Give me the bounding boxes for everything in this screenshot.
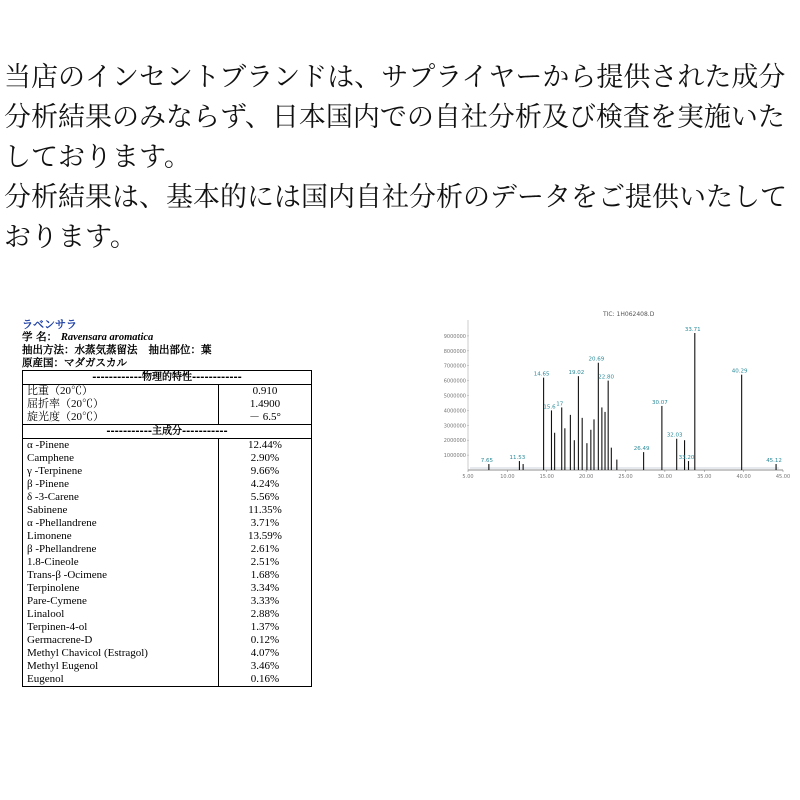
components-header [23, 425, 312, 439]
component-row-label: Terpinen-4-ol [23, 621, 219, 634]
x-tick-label: 45.00 [775, 474, 791, 480]
chromatogram-title: TIC: 1H062408.D [603, 311, 655, 318]
component-row-label: Methyl Eugenol [23, 660, 219, 673]
product-name: ラベンサラ [22, 318, 77, 331]
component-row [23, 673, 312, 687]
component-row [23, 582, 312, 595]
peak-label: 45.12 [766, 458, 782, 465]
x-tick-label: 30.00 [657, 474, 673, 480]
peak-label: 33.20 [678, 455, 695, 462]
component-row-label: Camphene [23, 452, 219, 465]
component-row [23, 569, 312, 582]
y-tick-label: 8000000 [443, 348, 466, 355]
component-row-value: 3.71% [219, 517, 312, 530]
physical-row [23, 398, 312, 411]
component-row-value: 9.66% [219, 465, 312, 478]
method-label: 抽出方法： [22, 344, 75, 356]
component-row-value: 4.24% [219, 478, 312, 491]
physical-row-value: － 6.5° [219, 411, 312, 425]
origin-row [22, 357, 312, 370]
component-row-value: 2.88% [219, 608, 312, 621]
component-row [23, 634, 312, 647]
peak-label: 7.65 [480, 458, 493, 465]
component-row [23, 660, 312, 673]
physical-row-label: 屈折率（20℃） [23, 398, 219, 411]
physical-row-label: 比重（20℃） [23, 385, 219, 399]
component-row [23, 595, 312, 608]
component-row-value: 0.12% [219, 634, 312, 647]
x-tick-label: 35.00 [697, 474, 712, 480]
part-value: 葉 [200, 344, 212, 356]
physical-row-value: 1.4900 [219, 398, 312, 411]
peak-label: 11.53 [509, 455, 526, 462]
intro-paragraph-2: 分析結果は、基本的には国内自社分析のデータをご提供いたしております。 [4, 182, 787, 253]
peak-label: 19.02 [568, 370, 585, 377]
component-row-label: Terpinolene [23, 582, 219, 595]
peak-label: 26.49 [633, 446, 650, 453]
physical-row [23, 411, 312, 425]
y-tick-label: 7000000 [443, 363, 466, 370]
x-tick-label: 20.00 [578, 474, 594, 480]
component-row [23, 504, 312, 517]
component-row-label: Limonene [23, 530, 219, 543]
component-row-label: Methyl Chavicol (Estragol) [23, 647, 219, 660]
component-row-label: Linalool [23, 608, 219, 621]
component-row-label: 1.8-Cineole [23, 556, 219, 569]
component-row-value: 1.37% [219, 621, 312, 634]
component-row-label: β -Pinene [23, 478, 219, 491]
component-row-value: 0.16% [219, 673, 312, 687]
x-tick-label: 25.00 [618, 474, 633, 480]
chromatogram [428, 302, 791, 492]
component-row-value: 2.61% [219, 543, 312, 556]
peak-label: 30.07 [652, 399, 668, 406]
component-row [23, 491, 312, 504]
x-tick-label: 5.00 [462, 474, 474, 480]
part-label: 抽出部位： [148, 344, 201, 356]
origin-value: マダガスカル [64, 357, 127, 369]
component-row [23, 439, 312, 453]
component-row-value: 1.68% [219, 569, 312, 582]
peak-label: 32.03 [666, 432, 683, 439]
y-tick-label: 5000000 [443, 393, 466, 400]
component-row [23, 556, 312, 569]
peak-label: 40.29 [731, 368, 748, 375]
y-tick-label: 4000000 [443, 408, 466, 415]
component-row [23, 543, 312, 556]
x-tick-label: 10.00 [500, 474, 515, 480]
component-row-value: 3.33% [219, 595, 312, 608]
physical-header [23, 371, 312, 385]
peak-label: 20.69 [588, 356, 605, 363]
component-row [23, 452, 312, 465]
y-tick-label: 6000000 [443, 378, 466, 385]
scientific-name: Ravensara aromatica [60, 332, 154, 343]
component-row-label: Pare-Cymene [23, 595, 219, 608]
chromatogram-plot [428, 302, 791, 492]
peak-label: 17 [556, 401, 564, 408]
spec-sheet [22, 316, 312, 687]
component-row-value: 3.34% [219, 582, 312, 595]
component-row-label: α -Phellandrene [23, 517, 219, 530]
scientific-name-label: 学 名： [22, 331, 58, 343]
extraction-row [22, 344, 312, 357]
method-value: 水蒸気蒸留法 [74, 344, 138, 356]
component-row [23, 530, 312, 543]
peak-label: 33.71 [684, 326, 701, 333]
component-row-value: 11.35% [219, 504, 312, 517]
component-row [23, 465, 312, 478]
component-row [23, 478, 312, 491]
component-row [23, 517, 312, 530]
component-row-value: 2.90% [219, 452, 312, 465]
intro-paragraph-1: 当店のインセントブランドは、サプライヤーから提供された成分分析結果のみならず、日本国内での自社分析及び検査を実施いたしております。 [4, 62, 786, 173]
peak-label: 14.65 [533, 371, 550, 378]
component-row-value: 12.44% [219, 439, 312, 453]
component-row [23, 647, 312, 660]
components-header-text: -----------主成分----------- [23, 425, 312, 439]
peak-label: 22.80 [598, 374, 615, 381]
component-row-value: 3.46% [219, 660, 312, 673]
component-row-label: α -Pinene [23, 439, 219, 453]
component-row-label: Eugenol [23, 673, 219, 687]
component-row-label: γ -Terpinene [23, 465, 219, 478]
intro-text [4, 58, 796, 258]
component-row-value: 4.07% [219, 647, 312, 660]
x-tick-label: 15.00 [539, 474, 554, 480]
y-tick-label: 2000000 [443, 438, 466, 445]
physical-row [23, 385, 312, 399]
component-row-value: 5.56% [219, 491, 312, 504]
component-row-label: Germacrene-D [23, 634, 219, 647]
component-row-label: δ -3-Carene [23, 491, 219, 504]
y-tick-label: 9000000 [443, 333, 466, 340]
component-row-label: β -Phellandrene [23, 543, 219, 556]
component-row-value: 2.51% [219, 556, 312, 569]
component-row-value: 13.59% [219, 530, 312, 543]
physical-row-value: 0.910 [219, 385, 312, 399]
component-row-label: Trans-β -Ocimene [23, 569, 219, 582]
component-row [23, 621, 312, 634]
y-tick-label: 1000000 [443, 453, 466, 460]
peak-label: 15.6 [543, 404, 556, 411]
scientific-name-row [22, 331, 312, 344]
component-row [23, 608, 312, 621]
physical-row-label: 旋光度（20℃） [23, 411, 219, 425]
y-tick-label: 3000000 [443, 423, 466, 430]
origin-label: 原産国： [22, 357, 64, 369]
physical-header-text: ------------物理的特性------------ [23, 371, 312, 385]
component-row-label: Sabinene [23, 504, 219, 517]
x-tick-label: 40.00 [736, 474, 751, 480]
spec-table [22, 370, 312, 687]
